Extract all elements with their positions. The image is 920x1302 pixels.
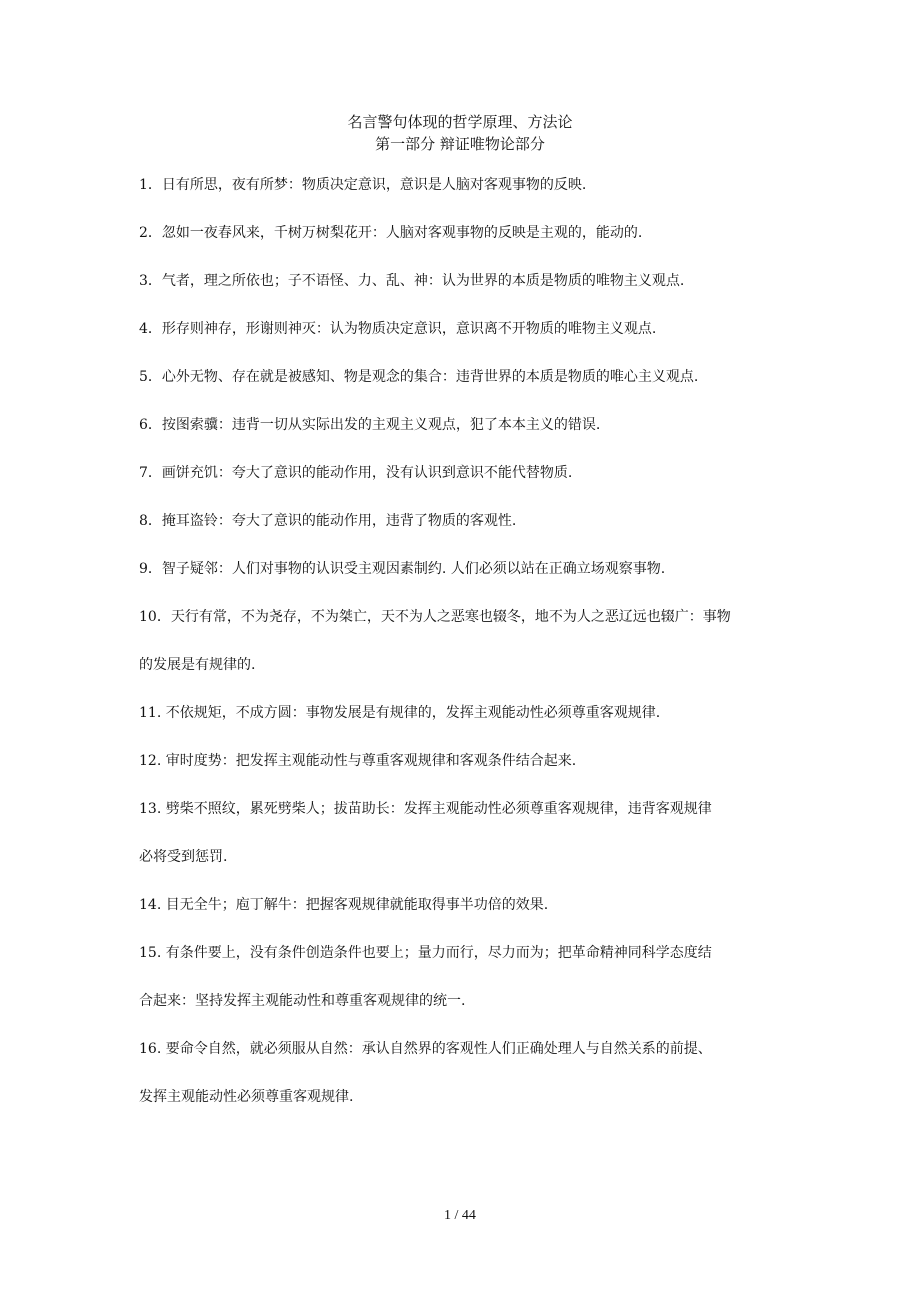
text-line: 10．天行有常，不为尧存，不为桀亡，天不为人之恶寒也辍冬，地不为人之恶辽远也辍广：事物 (139, 609, 731, 625)
document-body (139, 173, 789, 1133)
text-line: 发挥主观能动性必须尊重客观规律. (139, 1089, 354, 1105)
text-line: 8．掩耳盗铃：夸大了意识的能动作用，违背了物质的客观性. (139, 513, 517, 529)
text-line: 3．气者，理之所依也；子不语怪、力、乱、神：认为世界的本质是物质的唯物主义观点. (139, 273, 685, 289)
text-line: 12. 审时度势：把发挥主观能动性与尊重客观规律和客观条件结合起来. (139, 753, 577, 769)
text-line: 9．智子疑邻：人们对事物的认识受主观因素制约. 人们必须以站在正确立场观察事物. (139, 561, 666, 577)
text-line: 11. 不依规矩，不成方圆：事物发展是有规律的，发挥主观能动性必须尊重客观规律. (139, 705, 661, 721)
text-line: 合起来：坚持发挥主观能动性和尊重客观规律的统一. (139, 993, 466, 1009)
text-line: 必将受到惩罚. (139, 849, 228, 865)
text-line: 15. 有条件要上，没有条件创造条件也要上；量力而行，尽力而为；把革命精神同科学态度结 (139, 945, 712, 961)
text-line: 4．形存则神存，形谢则神灭：认为物质决定意识，意识离不开物质的唯物主义观点. (139, 321, 657, 337)
document-title: 名言警句体现的哲学原理、方法论 (347, 113, 573, 131)
text-line: 的发展是有规律的. (139, 657, 256, 673)
text-line: 14. 目无全牛；庖丁解牛：把握客观规律就能取得事半功倍的效果. (139, 897, 549, 913)
page-number: 1 / 44 (444, 1208, 476, 1223)
text-line: 2．忽如一夜春风来，千树万树梨花开：人脑对客观事物的反映是主观的，能动的. (139, 225, 643, 241)
text-line: 5．心外无物、存在就是被感知、物是观念的集合：违背世界的本质是物质的唯心主义观点. (139, 369, 699, 385)
section-subtitle: 第一部分 辩证唯物论部分 (375, 135, 545, 153)
text-line: 6．按图索骥：违背一切从实际出发的主观主义观点，犯了本本主义的错误. (139, 417, 601, 433)
text-line: 13. 劈柴不照纹，累死劈柴人；拔苗助长：发挥主观能动性必须尊重客观规律，违背客观规律 (139, 801, 712, 817)
text-line: 7．画饼充饥：夸大了意识的能动作用，没有认识到意识不能代替物质. (139, 465, 573, 481)
text-line: 1．日有所思，夜有所梦：物质决定意识，意识是人脑对客观事物的反映. (139, 177, 587, 193)
text-line: 16. 要命令自然，就必须服从自然：承认自然界的客观性人们正确处理人与自然关系的前提、 (139, 1041, 712, 1057)
